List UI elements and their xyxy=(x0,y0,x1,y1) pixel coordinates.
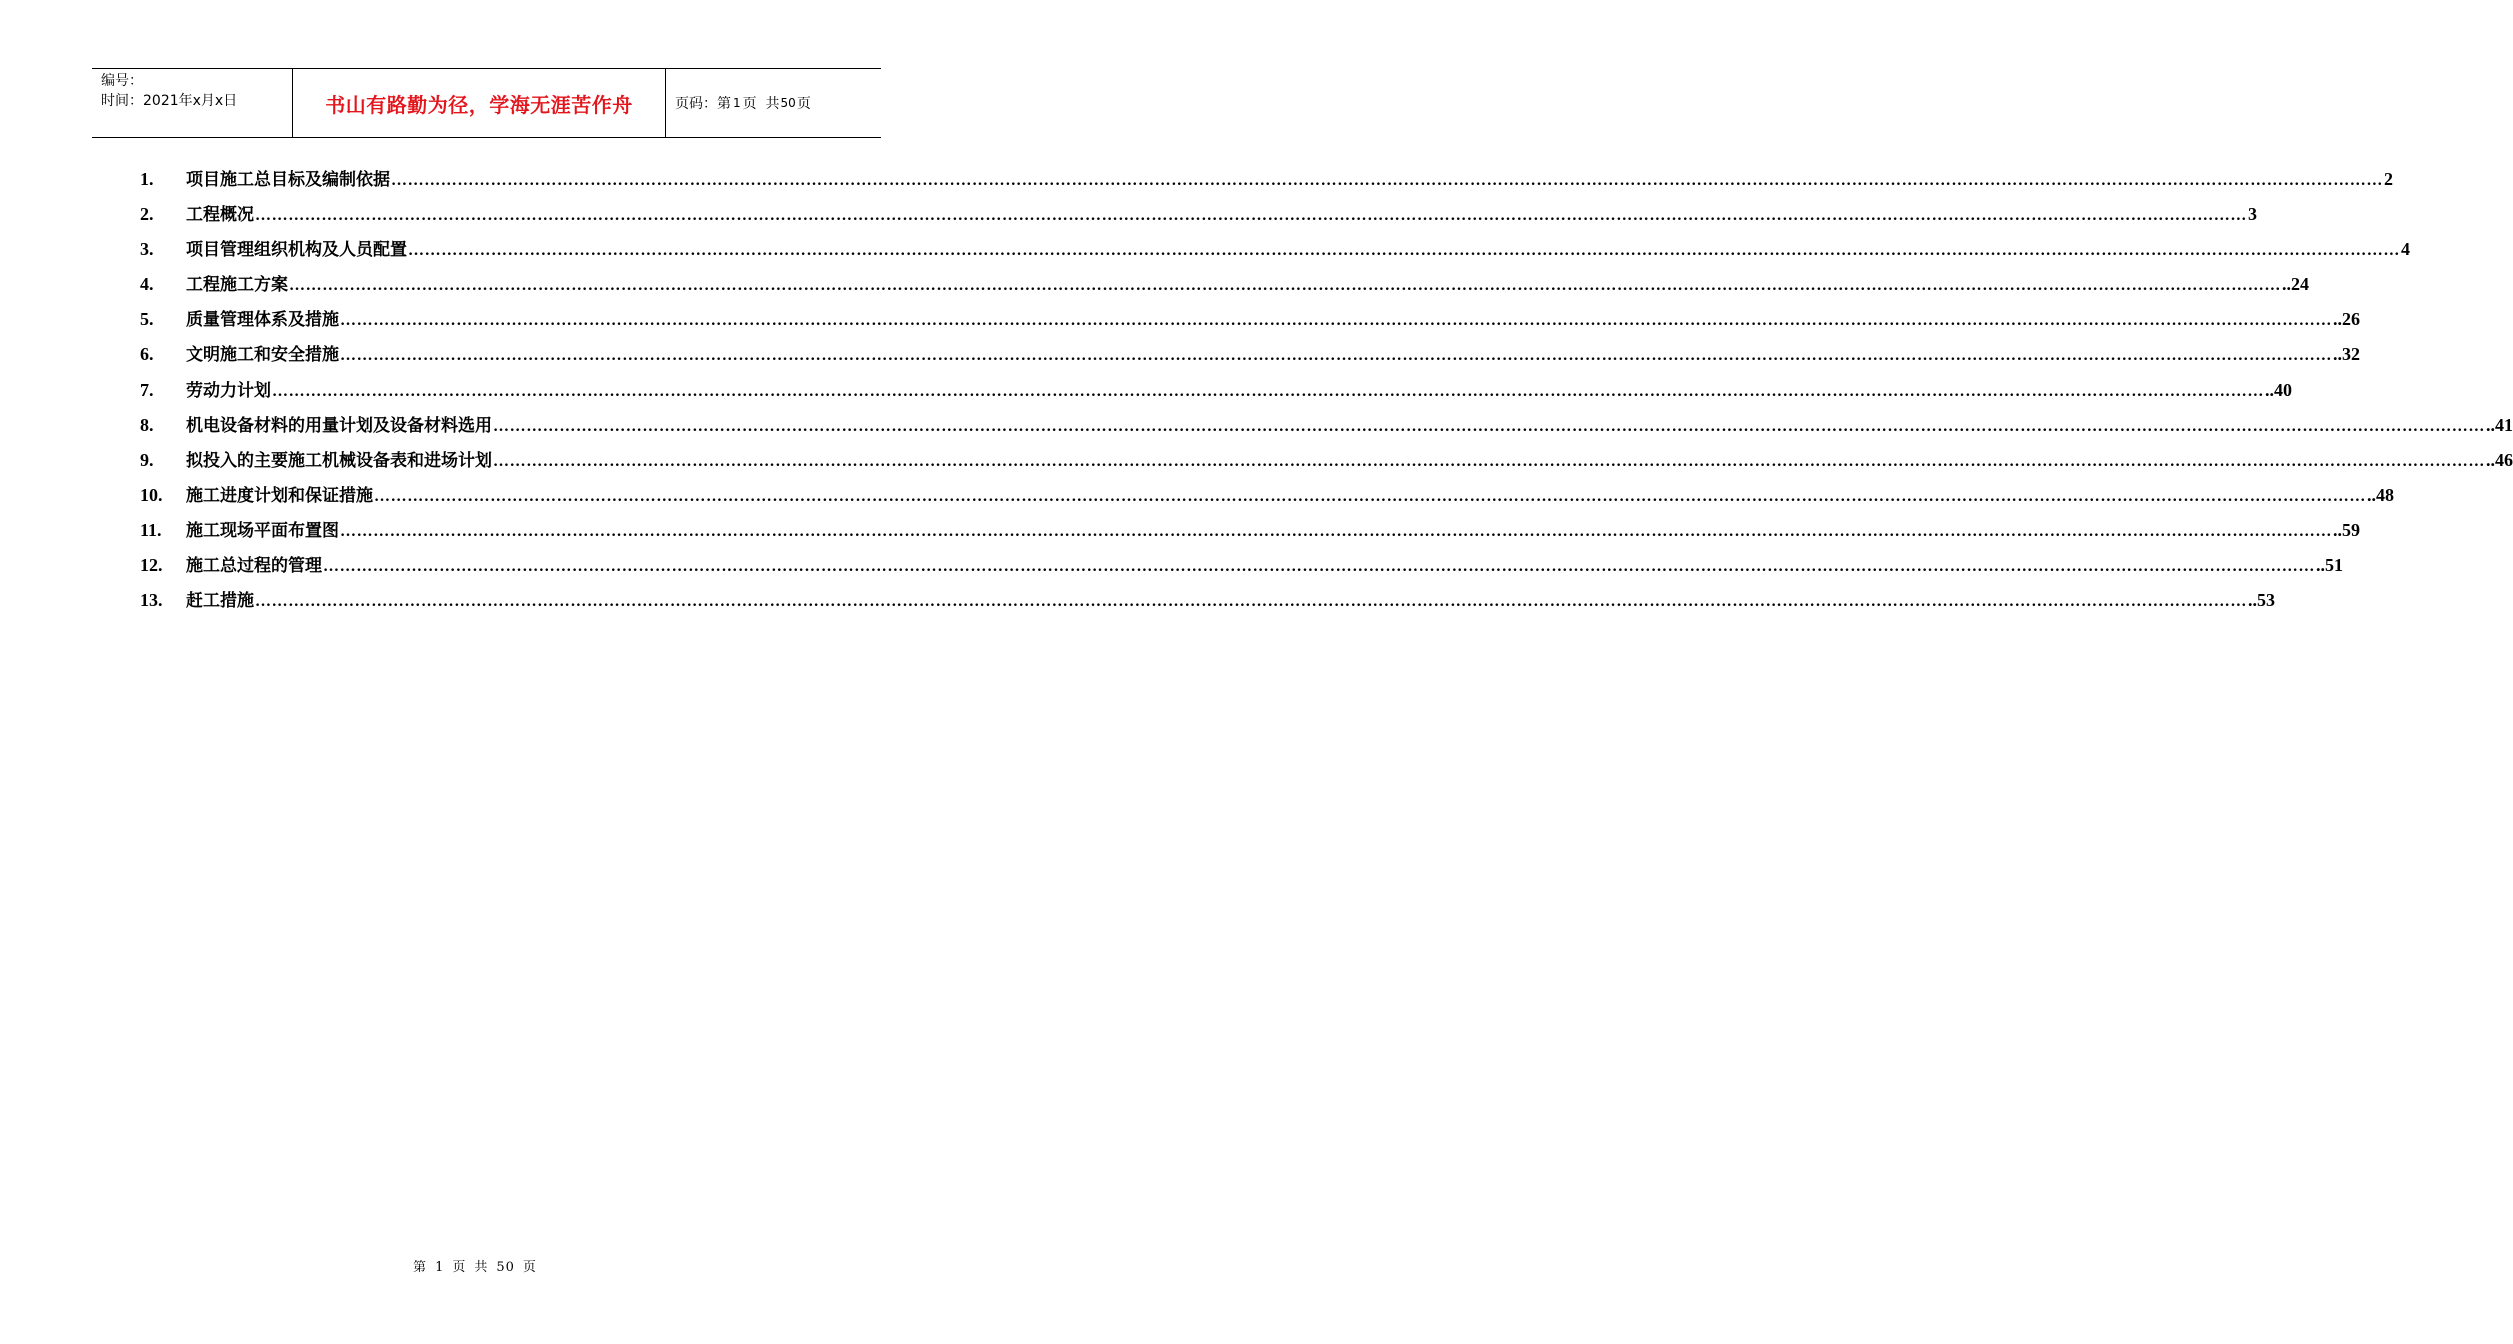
toc-entry-title: 工程施工方案 xyxy=(186,275,288,296)
toc-entry[interactable] xyxy=(140,408,2513,443)
toc-entry[interactable] xyxy=(140,583,2275,618)
toc-entry-number: 7. xyxy=(140,379,154,400)
toc-entry-title: 赶工措施 xyxy=(186,591,254,612)
toc-dot-leader: ……………………………………………………………………………………………………………………………………………………………………………………………………………………………………………………………………………………………………………………………… xyxy=(255,593,2247,611)
toc-dot-leader: ……………………………………………………………………………………………………………………………………………………………………………………………………………………………………………………………………………………………………………………………… xyxy=(340,522,2332,540)
toc-entry-title: 拟投入的主要施工机械设备表和进场计划 xyxy=(186,450,492,471)
header-page-indicator xyxy=(666,69,881,137)
toc-entry[interactable] xyxy=(140,373,2292,408)
toc-entry-number: 4. xyxy=(140,274,154,295)
footer-di: 第 xyxy=(413,1260,428,1275)
footer-total-pages: 50 xyxy=(496,1260,515,1275)
page-current: 1 xyxy=(733,96,741,110)
toc-dot-leader: ……………………………………………………………………………………………………………………………………………………………………………………………………………………………………………………………………………………………………………………………… xyxy=(374,487,2366,505)
footer-current-page: 1 xyxy=(435,1260,445,1275)
toc-entry-title: 文明施工和安全措施 xyxy=(186,345,339,366)
toc-entry-title: 机电设备材料的用量计划及设备材料选用 xyxy=(186,415,492,436)
toc-dot-leader: ……………………………………………………………………………………………………………………………………………………………………………………………………………………………………………………………………………………………………………………………… xyxy=(340,347,2332,365)
toc-dot-leader: ……………………………………………………………………………………………………………………………………………………………………………………………………………………………………………………………………………………………………………………………… xyxy=(255,207,2247,225)
toc-entry-page: ..46 xyxy=(2486,449,2513,470)
toc-dot-leader: ……………………………………………………………………………………………………………………………………………………………………………………………………………………………………………………………………………………………………………………………… xyxy=(408,242,2400,260)
toc-entry-title: 项目管理组织机构及人员配置 xyxy=(186,240,407,261)
table-of-contents xyxy=(140,162,2513,618)
toc-entry-page: ..51 xyxy=(2316,555,2343,576)
page-footer xyxy=(0,1256,950,1275)
toc-entry[interactable] xyxy=(140,267,2309,302)
toc-entry-page: ..53 xyxy=(2248,590,2275,611)
toc-entry[interactable] xyxy=(140,162,2393,197)
page-total: 50 xyxy=(780,96,796,110)
toc-entry-page: 4 xyxy=(2401,239,2410,260)
toc-entry[interactable] xyxy=(140,232,2410,267)
toc-entry-page: ..48 xyxy=(2367,484,2394,505)
page-label-prefix: 页码：第 xyxy=(675,96,731,112)
toc-entry-page: 3 xyxy=(2248,204,2257,225)
toc-entry-title: 劳动力计划 xyxy=(186,380,271,401)
toc-entry-title: 施工总过程的管理 xyxy=(186,556,322,577)
toc-entry[interactable] xyxy=(140,478,2394,513)
toc-entry-number: 10. xyxy=(140,484,163,505)
toc-entry-number: 3. xyxy=(140,239,154,260)
footer-gong: 共 xyxy=(474,1260,489,1275)
header-motto: 书山有路勤为径，学海无涯苦作舟 xyxy=(293,69,666,137)
toc-entry[interactable] xyxy=(140,548,2343,583)
toc-dot-leader: ……………………………………………………………………………………………………………………………………………………………………………………………………………………………………………………………………………………………………………………………… xyxy=(289,277,2281,295)
toc-entry-title: 施工进度计划和保证措施 xyxy=(186,485,373,506)
toc-entry-number: 1. xyxy=(140,169,154,189)
toc-entry-number: 12. xyxy=(140,555,163,576)
toc-entry-page: ..32 xyxy=(2333,344,2360,365)
toc-entry-page: ..26 xyxy=(2333,309,2360,330)
page-label-suffix: 页 xyxy=(796,96,811,112)
document-time-label: 时间：2021年x月x日 xyxy=(101,93,238,109)
toc-entry-number: 11. xyxy=(140,519,162,540)
toc-entry-number: 2. xyxy=(140,204,154,225)
toc-dot-leader: ……………………………………………………………………………………………………………………………………………………………………………………………………………………………………………………………………………………………………………………………… xyxy=(391,172,2383,189)
toc-entry-number: 6. xyxy=(140,344,154,365)
footer-ye-end: 页 xyxy=(522,1260,537,1275)
toc-entry-page: ..41 xyxy=(2486,414,2513,435)
toc-entry[interactable] xyxy=(140,443,2513,478)
document-number-label: 编号： xyxy=(101,73,143,89)
toc-entry-number: 8. xyxy=(140,414,154,435)
toc-entry-title: 工程概况 xyxy=(186,205,254,226)
toc-entry-number: 9. xyxy=(140,449,154,470)
footer-ye: 页 xyxy=(452,1260,467,1275)
toc-entry-number: 13. xyxy=(140,590,163,611)
toc-entry-title: 施工现场平面布置图 xyxy=(186,520,339,541)
toc-dot-leader: ……………………………………………………………………………………………………………………………………………………………………………………………………………………………………………………………………………………………………………………………… xyxy=(340,312,2332,330)
toc-dot-leader: ……………………………………………………………………………………………………………………………………………………………………………………………………………………………………………………………………………………………………………………………… xyxy=(272,382,2264,400)
document-header xyxy=(92,68,881,138)
toc-entry[interactable] xyxy=(140,513,2360,548)
page-label-mid: 页 共 xyxy=(742,96,780,112)
toc-entry-number: 5. xyxy=(140,309,154,330)
toc-entry-page: ..59 xyxy=(2333,519,2360,540)
toc-entry[interactable] xyxy=(140,302,2360,337)
toc-entry[interactable] xyxy=(140,337,2360,372)
toc-entry-page: ..40 xyxy=(2265,379,2292,400)
toc-entry-page: ..24 xyxy=(2282,274,2309,295)
toc-dot-leader: ……………………………………………………………………………………………………………………………………………………………………………………………………………………………………………………………………………………………………………………………… xyxy=(493,417,2485,435)
header-info-cell xyxy=(92,69,293,137)
toc-entry-page: 2 xyxy=(2384,169,2393,189)
toc-entry-title: 质量管理体系及措施 xyxy=(186,310,339,331)
toc-dot-leader: ……………………………………………………………………………………………………………………………………………………………………………………………………………………………………………………………………………………………………………………………… xyxy=(493,452,2485,470)
toc-entry-title: 项目施工总目标及编制依据 xyxy=(186,170,390,190)
toc-entry[interactable] xyxy=(140,197,2257,232)
toc-dot-leader: ……………………………………………………………………………………………………………………………………………………………………………………………………………………………………………………………………………………………………………………………… xyxy=(323,558,2315,576)
